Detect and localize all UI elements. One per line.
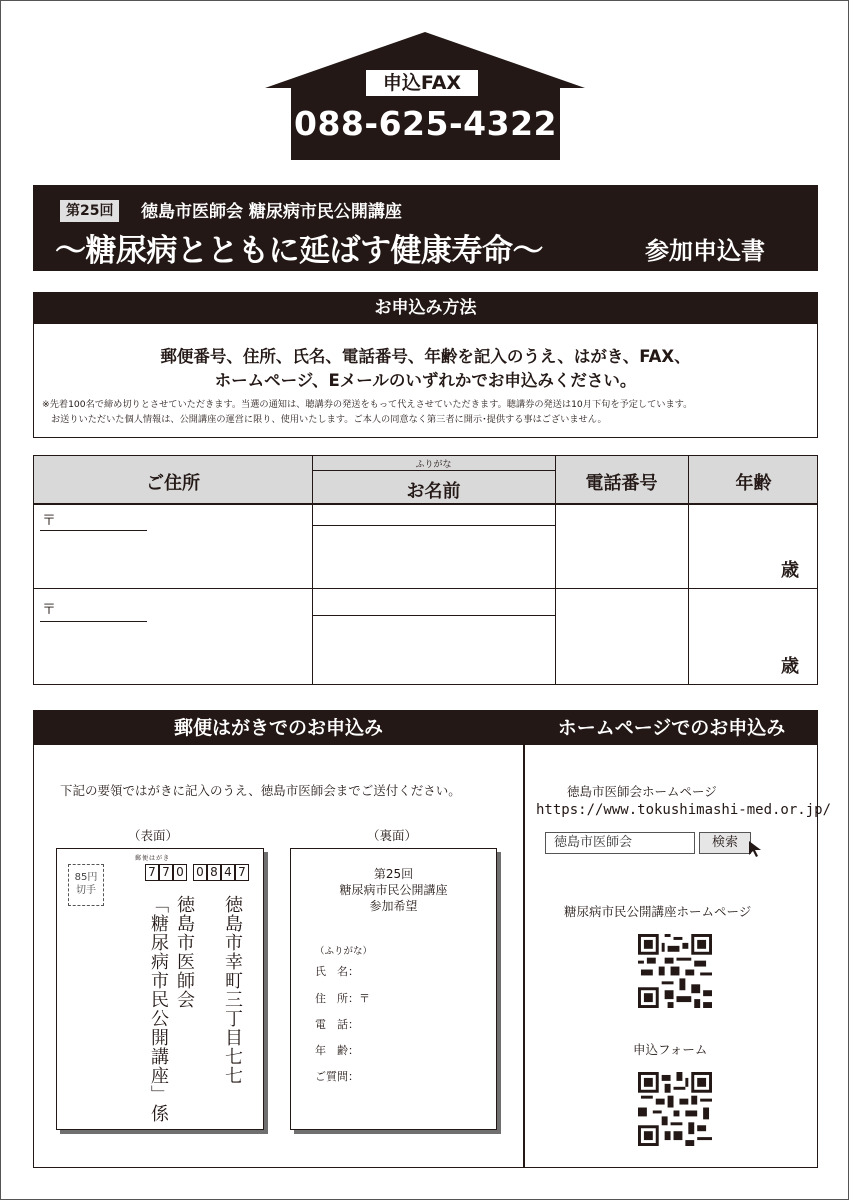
postcard-address: 徳島市幸町三丁目七七 — [222, 895, 243, 1085]
header-name: お名前 — [406, 481, 461, 502]
application-form-qr-code-icon[interactable] — [638, 1072, 712, 1146]
header-furigana: ふりがな — [415, 460, 452, 470]
cursor-icon — [748, 840, 764, 858]
postal-mark: 〒 — [42, 602, 56, 618]
back-lecture-name: 糖尿病市民公開講座 — [339, 883, 448, 897]
title-banner — [33, 185, 818, 271]
edition-badge: 第25回 — [60, 200, 119, 222]
fax-label: 申込FAX — [366, 70, 478, 96]
name-furigana-divider — [312, 525, 555, 526]
back-furigana: （ふりがな） — [315, 946, 373, 957]
zip-digit-box: 8 — [207, 864, 221, 881]
row-divider — [34, 588, 817, 589]
postcard-heading: 郵便はがきでのお申込み — [34, 711, 523, 745]
header-address: ご住所 — [146, 473, 200, 494]
application-method-box — [33, 292, 818, 438]
back-edition: 第25回 — [373, 867, 414, 881]
method-heading: お申込み方法 — [34, 293, 817, 324]
search-input[interactable]: 徳島市医師会 — [545, 832, 695, 854]
age-unit: 歳 — [781, 656, 799, 677]
postcard-instructions: 下記の要領ではがきに記入のうえ、徳島市医師会までご送付ください。 — [60, 783, 461, 798]
postal-code-line — [40, 530, 147, 531]
postal-mark: 〒 — [42, 513, 56, 529]
back-request: 参加希望 — [369, 899, 418, 913]
section-divider — [523, 711, 525, 1167]
method-notes — [42, 397, 692, 427]
method-note-2: お送りいただいた個人情報は、公開講座の運営に限り、使用いたします。ご本人の同意なく第三者に開示･提供する事はございません。 — [51, 414, 607, 425]
name-furigana-divider — [312, 615, 555, 616]
zip-digit-box: 0 — [173, 864, 187, 881]
fax-number: 088-625-4322 — [293, 104, 557, 143]
stamp-box — [68, 864, 104, 906]
banner-form-title: 参加申込書 — [645, 237, 765, 265]
medical-association-site-label: 徳島市医師会ホームページ — [567, 784, 717, 799]
front-label: （表面） — [128, 828, 179, 843]
method-line-1: 郵便番号、住所、氏名、電話番号、年齢を記入のうえ、はがき、FAX、 — [160, 347, 691, 366]
postcard-front — [56, 848, 264, 1130]
search-button[interactable]: 検索 — [699, 832, 751, 854]
back-label: （裏面） — [367, 828, 418, 843]
banner-subtitle: 徳島市医師会 糖尿病市民公開講座 — [141, 202, 402, 222]
back-name-field: 氏 名： — [315, 965, 359, 978]
zip-digit-box: 7 — [145, 864, 159, 881]
zip-digit-box: 7 — [235, 864, 249, 881]
furigana-line — [312, 470, 555, 471]
age-unit: 歳 — [781, 560, 799, 581]
banner-main-title: 〜糖尿病とともに延ばす健康寿命〜 — [55, 233, 543, 269]
stamp-text: 切手 — [76, 885, 96, 896]
method-line-2: ホームページ、Eメールのいずれかでお申込みください。 — [214, 371, 637, 390]
method-instructions — [34, 345, 817, 393]
lecture-site-label: 糖尿病市民公開講座ホームページ — [564, 904, 752, 919]
header-age: 年齢 — [735, 473, 772, 494]
header-phone: 電話番号 — [585, 473, 658, 494]
back-question-field: ご質問： — [315, 1070, 359, 1083]
postcard-recipient: 徳島市医師会 — [174, 895, 195, 1009]
header-bottom-line — [34, 503, 817, 505]
application-form-label: 申込フォーム — [633, 1042, 708, 1057]
postcard-recipient-department: 「糖尿病市民公開講座」係 — [148, 895, 169, 1123]
zip-digit-box: 7 — [159, 864, 173, 881]
zip-digit-box: 4 — [221, 864, 235, 881]
postcard-back — [290, 848, 497, 1130]
entry-table — [33, 455, 818, 685]
postal-code-line — [40, 621, 147, 622]
zip-digit-box: 0 — [193, 864, 207, 881]
back-phone-field: 電 話： — [315, 1018, 359, 1031]
lecture-qr-code-icon[interactable] — [638, 934, 712, 1008]
postcard-caption: 郵便はがき — [135, 855, 171, 862]
back-age-field: 年 齢： — [315, 1044, 359, 1057]
homepage-url[interactable]: https://www.tokushimashi-med.or.jp/ — [536, 802, 832, 818]
method-note-1: ※先着100名で締め切りとさせていただきます。当選の通知は、聴講券の発送をもって代えさせていただきます。聴講券の発送は10月下旬を予定しています。 — [42, 399, 693, 410]
back-address-field: 住 所：〒 — [315, 992, 370, 1005]
stamp-price: 85円 — [74, 872, 98, 883]
homepage-heading: ホームページでのお申込み — [525, 711, 818, 745]
